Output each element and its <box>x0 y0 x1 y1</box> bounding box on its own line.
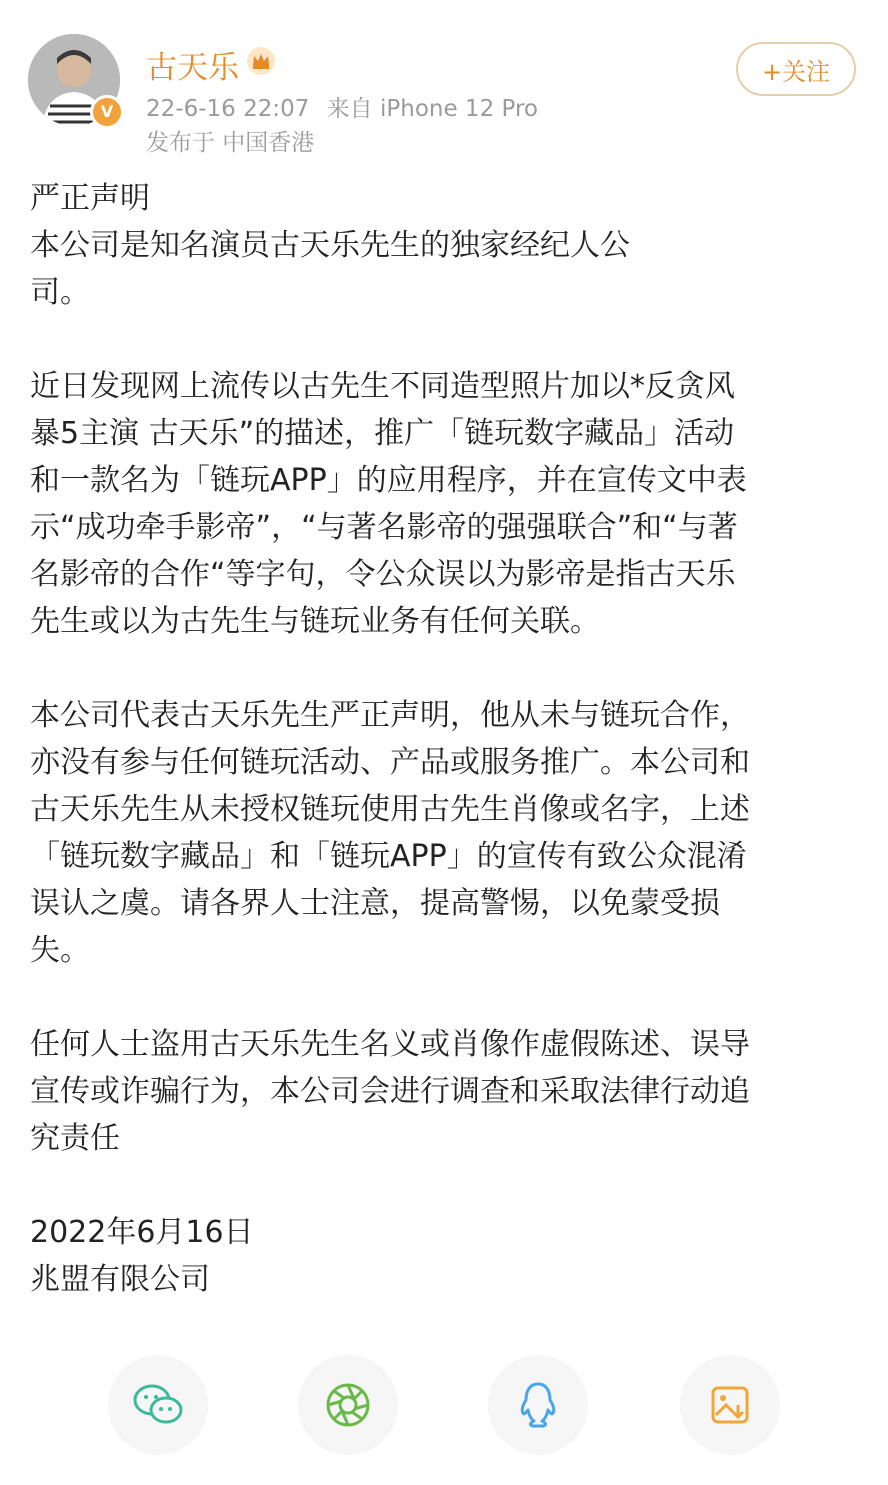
verified-badge-icon: V <box>90 95 124 129</box>
post-location: 发布于 中国香港 <box>146 130 315 156</box>
paragraph-gap <box>30 645 860 692</box>
timestamp: 22-6-16 22:07 <box>146 96 310 122</box>
paragraph-gap <box>30 974 860 1021</box>
wechat-icon <box>132 1382 184 1428</box>
username[interactable]: 古天乐 <box>146 50 239 86</box>
save-image-icon <box>708 1383 752 1427</box>
share-wechat-button[interactable] <box>108 1355 208 1455</box>
moments-icon <box>324 1381 372 1429</box>
post-paragraph: 任何人士盗用古天乐先生名义或肖像作虚假陈述、误导 宣传或诈骗行为，本公司会进行调查和采取法律行动追 究责任 <box>30 1027 750 1156</box>
post-meta <box>146 90 538 123</box>
crown-icon <box>246 46 276 76</box>
paragraph-gap <box>30 1162 860 1209</box>
post-paragraph: 2022年6月16日 兆盟有限公司 <box>30 1215 254 1297</box>
share-moments-button[interactable] <box>298 1355 398 1455</box>
paragraph-gap <box>30 316 860 363</box>
post-paragraph: 本公司代表古天乐先生严正声明，他从未与链玩合作， 亦没有参与任何链玩活动、产品或服务推广。本公司和 古天乐先生从未授权链玩使用古先生肖像或名字，上述 「链玩数字藏品」和「链玩APP」的宣传有致公众混淆 误认之虞。请各界人士注意，提高警惕，以免蒙受损 失。 <box>30 698 750 968</box>
share-bar <box>0 1355 888 1455</box>
post-content <box>30 175 860 1303</box>
qq-icon <box>516 1380 560 1430</box>
follow-button[interactable]: +关注 <box>736 42 856 96</box>
post-paragraph: 近日发现网上流传以古先生不同造型照片加以*反贪风 暴5主演 古天乐”的描述，推广「链玩数字藏品」活动 和一款名为「链玩APP」的应用程序，并在宣传文中表 示“成功牵手影帝”，“与著名影帝的强强联合”和“与著 名影帝的合作“等字句，令公众误以为影帝是指古天乐 先生或以为古先生与链玩业务有任何关联。 <box>30 369 747 639</box>
share-qq-button[interactable] <box>488 1355 588 1455</box>
post-paragraph: 严正声明 本公司是知名演员古天乐先生的独家经纪人公 司。 <box>30 181 630 310</box>
post-source: 来自 iPhone 12 Pro <box>326 96 538 122</box>
share-save-image-button[interactable] <box>680 1355 780 1455</box>
